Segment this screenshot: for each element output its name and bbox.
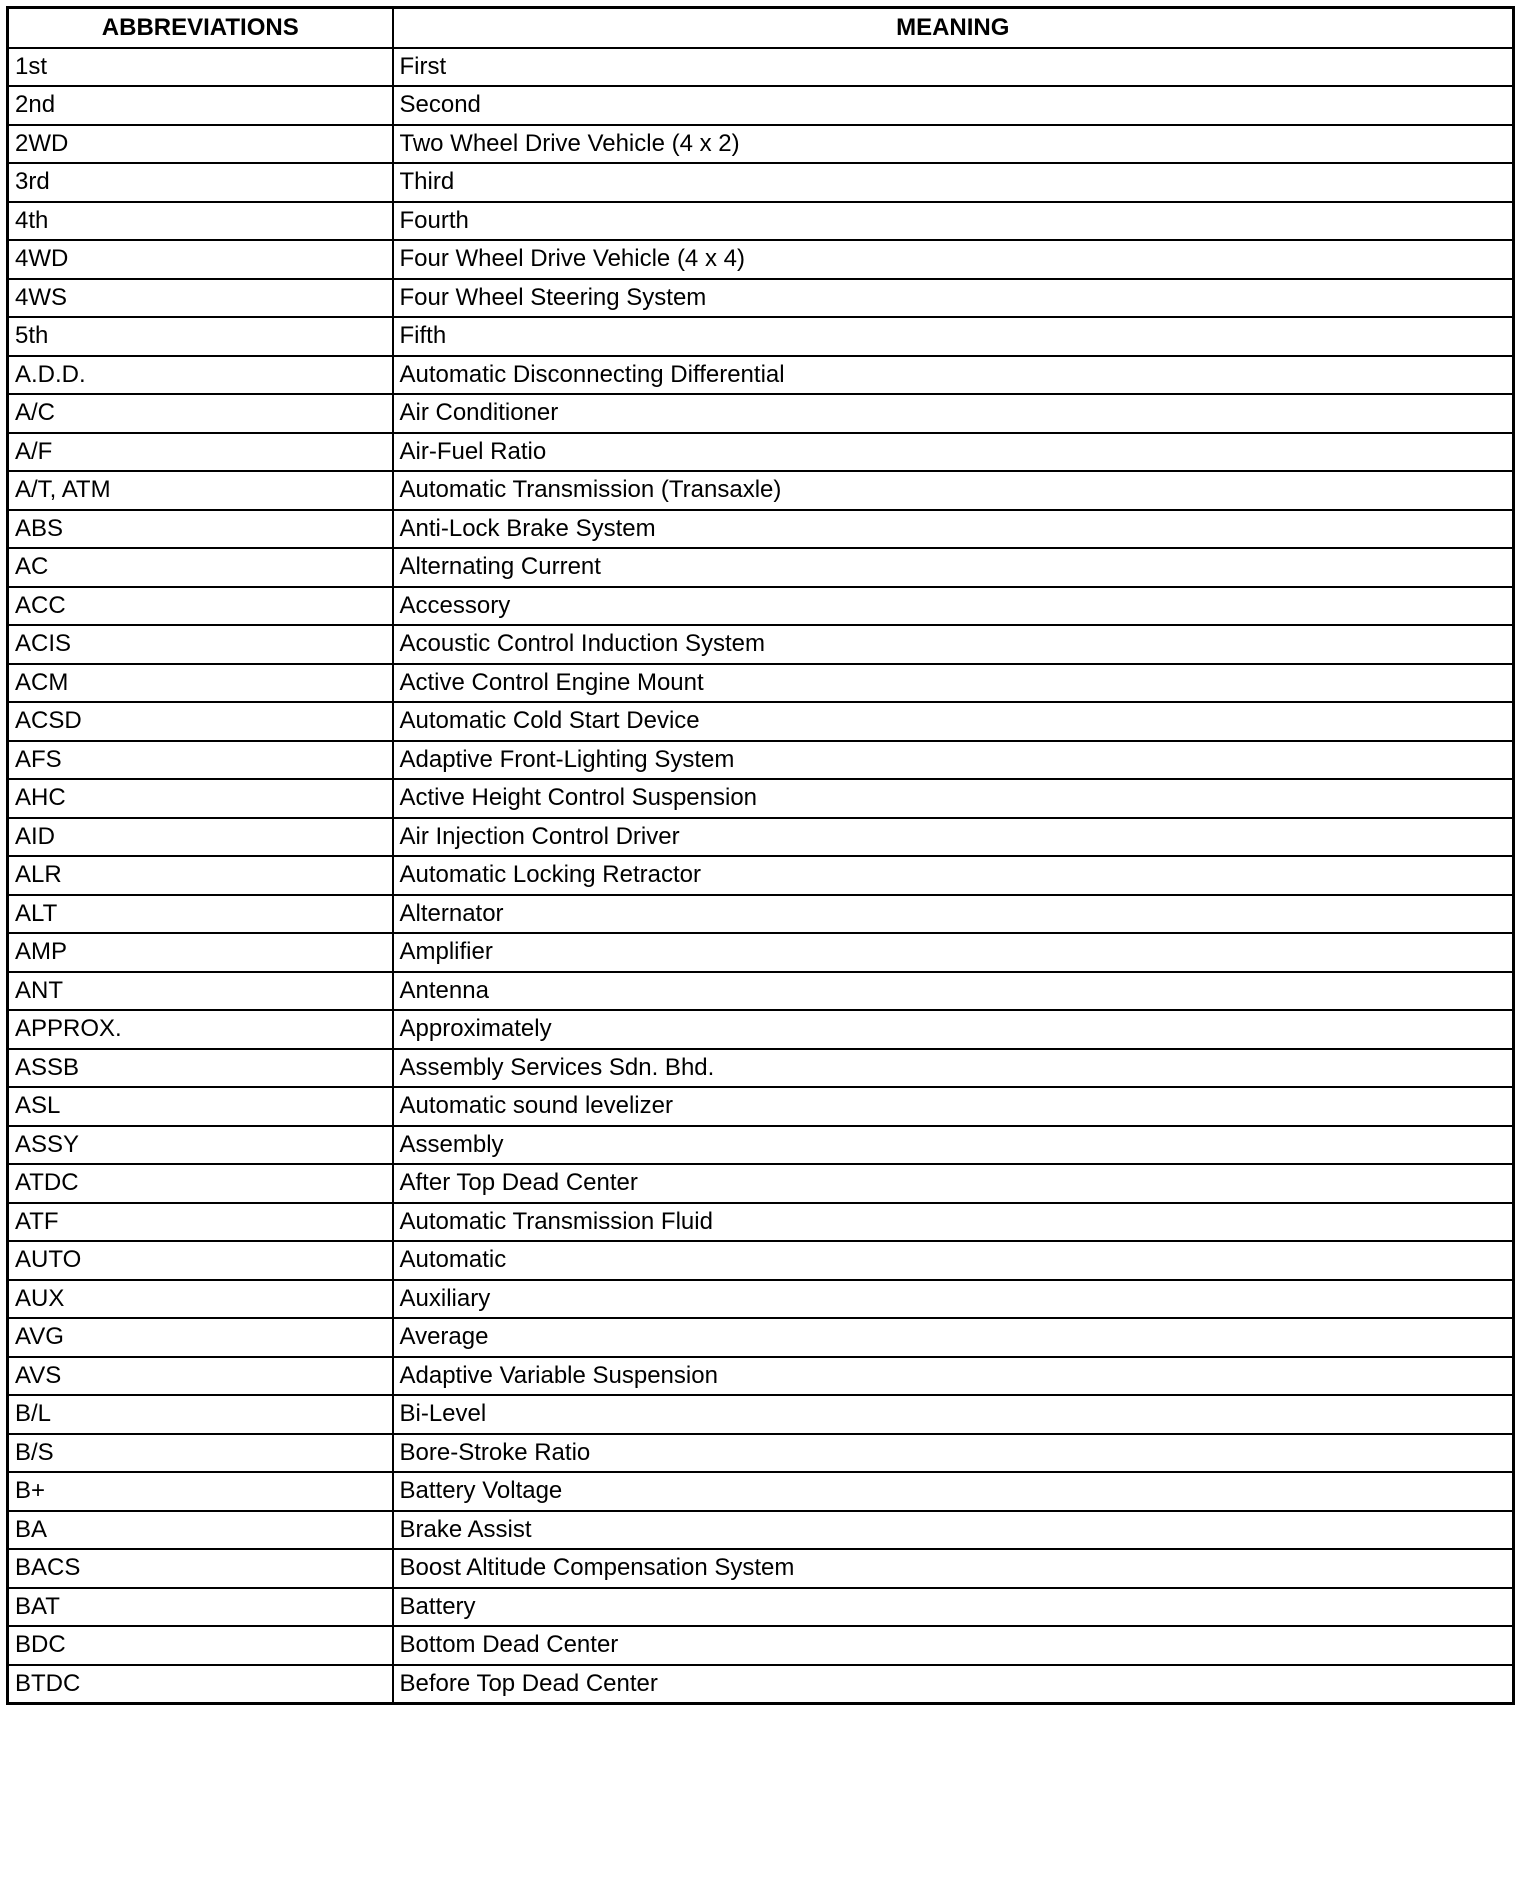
meaning-cell: Approximately xyxy=(393,1010,1514,1049)
table-row xyxy=(8,1549,1514,1588)
abbreviation-cell: A.D.D. xyxy=(8,356,393,395)
abbreviation-cell: A/C xyxy=(8,394,393,433)
table-row xyxy=(8,1087,1514,1126)
abbreviation-cell: ASL xyxy=(8,1087,393,1126)
meaning-cell: Fourth xyxy=(393,202,1514,241)
meaning-cell: Anti-Lock Brake System xyxy=(393,510,1514,549)
meaning-cell: Bi-Level xyxy=(393,1395,1514,1434)
abbreviation-cell: BDC xyxy=(8,1626,393,1665)
table-row xyxy=(8,48,1514,87)
table-row xyxy=(8,1280,1514,1319)
table-row xyxy=(8,1434,1514,1473)
table-row xyxy=(8,510,1514,549)
meaning-cell: First xyxy=(393,48,1514,87)
table-row xyxy=(8,933,1514,972)
abbreviation-cell: BTDC xyxy=(8,1665,393,1704)
abbreviation-cell: AFS xyxy=(8,741,393,780)
abbreviation-cell: AC xyxy=(8,548,393,587)
table-row xyxy=(8,702,1514,741)
abbreviation-cell: AUX xyxy=(8,1280,393,1319)
table-body xyxy=(8,48,1514,1704)
table-row xyxy=(8,240,1514,279)
meaning-cell: Active Control Engine Mount xyxy=(393,664,1514,703)
abbreviation-cell: A/T, ATM xyxy=(8,471,393,510)
abbreviation-cell: 4WS xyxy=(8,279,393,318)
meaning-cell: Four Wheel Steering System xyxy=(393,279,1514,318)
table-row xyxy=(8,779,1514,818)
table-row xyxy=(8,202,1514,241)
abbreviation-cell: AHC xyxy=(8,779,393,818)
abbreviation-cell: 3rd xyxy=(8,163,393,202)
abbreviation-cell: ATF xyxy=(8,1203,393,1242)
table-row xyxy=(8,279,1514,318)
abbreviations-table xyxy=(6,6,1515,1705)
table-row xyxy=(8,1126,1514,1165)
table-row xyxy=(8,1010,1514,1049)
meaning-cell: Automatic Cold Start Device xyxy=(393,702,1514,741)
abbreviation-cell: ACIS xyxy=(8,625,393,664)
table-row xyxy=(8,317,1514,356)
table-row xyxy=(8,856,1514,895)
table-row xyxy=(8,356,1514,395)
table-header-row xyxy=(8,8,1514,48)
meaning-cell: Automatic Locking Retractor xyxy=(393,856,1514,895)
meaning-cell: Antenna xyxy=(393,972,1514,1011)
abbreviation-cell: ALT xyxy=(8,895,393,934)
table-row xyxy=(8,818,1514,857)
table-row xyxy=(8,125,1514,164)
meaning-cell: Bottom Dead Center xyxy=(393,1626,1514,1665)
table-row xyxy=(8,163,1514,202)
abbreviation-cell: AID xyxy=(8,818,393,857)
table-row xyxy=(8,471,1514,510)
column-header-abbreviations: ABBREVIATIONS xyxy=(8,8,393,48)
table-row xyxy=(8,86,1514,125)
meaning-cell: Alternator xyxy=(393,895,1514,934)
abbreviation-cell: ALR xyxy=(8,856,393,895)
table-row xyxy=(8,1318,1514,1357)
table-row xyxy=(8,1241,1514,1280)
abbreviation-cell: APPROX. xyxy=(8,1010,393,1049)
abbreviation-cell: BA xyxy=(8,1511,393,1550)
abbreviation-cell: BACS xyxy=(8,1549,393,1588)
table-row xyxy=(8,1665,1514,1704)
abbreviation-cell: ASSB xyxy=(8,1049,393,1088)
meaning-cell: Boost Altitude Compensation System xyxy=(393,1549,1514,1588)
meaning-cell: Bore-Stroke Ratio xyxy=(393,1434,1514,1473)
table-row xyxy=(8,394,1514,433)
meaning-cell: Automatic Transmission (Transaxle) xyxy=(393,471,1514,510)
meaning-cell: Assembly Services Sdn. Bhd. xyxy=(393,1049,1514,1088)
abbreviation-cell: 4th xyxy=(8,202,393,241)
table-row xyxy=(8,741,1514,780)
abbreviation-cell: B+ xyxy=(8,1472,393,1511)
table-row xyxy=(8,972,1514,1011)
meaning-cell: Air-Fuel Ratio xyxy=(393,433,1514,472)
meaning-cell: Auxiliary xyxy=(393,1280,1514,1319)
meaning-cell: Automatic sound levelizer xyxy=(393,1087,1514,1126)
abbreviation-cell: ACC xyxy=(8,587,393,626)
meaning-cell: Four Wheel Drive Vehicle (4 x 4) xyxy=(393,240,1514,279)
table-row xyxy=(8,1588,1514,1627)
meaning-cell: Average xyxy=(393,1318,1514,1357)
abbreviation-cell: ATDC xyxy=(8,1164,393,1203)
abbreviation-cell: AMP xyxy=(8,933,393,972)
abbreviation-cell: 4WD xyxy=(8,240,393,279)
meaning-cell: Accessory xyxy=(393,587,1514,626)
table-row xyxy=(8,587,1514,626)
abbreviation-cell: 5th xyxy=(8,317,393,356)
table-row xyxy=(8,625,1514,664)
meaning-cell: Brake Assist xyxy=(393,1511,1514,1550)
abbreviation-cell: ANT xyxy=(8,972,393,1011)
abbreviation-cell: ACSD xyxy=(8,702,393,741)
meaning-cell: Battery Voltage xyxy=(393,1472,1514,1511)
abbreviation-cell: AUTO xyxy=(8,1241,393,1280)
meaning-cell: Second xyxy=(393,86,1514,125)
table-row xyxy=(8,1395,1514,1434)
abbreviation-cell: A/F xyxy=(8,433,393,472)
meaning-cell: Acoustic Control Induction System xyxy=(393,625,1514,664)
abbreviation-cell: ASSY xyxy=(8,1126,393,1165)
abbreviation-cell: 2nd xyxy=(8,86,393,125)
table-row xyxy=(8,1511,1514,1550)
meaning-cell: Assembly xyxy=(393,1126,1514,1165)
abbreviation-cell: B/S xyxy=(8,1434,393,1473)
meaning-cell: Adaptive Variable Suspension xyxy=(393,1357,1514,1396)
meaning-cell: Active Height Control Suspension xyxy=(393,779,1514,818)
meaning-cell: Third xyxy=(393,163,1514,202)
table-row xyxy=(8,433,1514,472)
table-row xyxy=(8,1472,1514,1511)
table-row xyxy=(8,664,1514,703)
abbreviation-cell: ABS xyxy=(8,510,393,549)
abbreviation-cell: AVS xyxy=(8,1357,393,1396)
table-row xyxy=(8,895,1514,934)
meaning-cell: Battery xyxy=(393,1588,1514,1627)
table-row xyxy=(8,1164,1514,1203)
meaning-cell: Amplifier xyxy=(393,933,1514,972)
abbreviation-cell: AVG xyxy=(8,1318,393,1357)
table-row xyxy=(8,1626,1514,1665)
abbreviation-cell: 1st xyxy=(8,48,393,87)
meaning-cell: Two Wheel Drive Vehicle (4 x 2) xyxy=(393,125,1514,164)
abbreviation-cell: 2WD xyxy=(8,125,393,164)
meaning-cell: Automatic Transmission Fluid xyxy=(393,1203,1514,1242)
column-header-meaning: MEANING xyxy=(393,8,1514,48)
meaning-cell: Automatic Disconnecting Differential xyxy=(393,356,1514,395)
meaning-cell: Adaptive Front-Lighting System xyxy=(393,741,1514,780)
meaning-cell: Before Top Dead Center xyxy=(393,1665,1514,1704)
meaning-cell: Air Conditioner xyxy=(393,394,1514,433)
meaning-cell: Air Injection Control Driver xyxy=(393,818,1514,857)
meaning-cell: Alternating Current xyxy=(393,548,1514,587)
table-row xyxy=(8,548,1514,587)
abbreviation-cell: BAT xyxy=(8,1588,393,1627)
table-row xyxy=(8,1203,1514,1242)
table-row xyxy=(8,1049,1514,1088)
abbreviation-cell: B/L xyxy=(8,1395,393,1434)
meaning-cell: Fifth xyxy=(393,317,1514,356)
meaning-cell: After Top Dead Center xyxy=(393,1164,1514,1203)
meaning-cell: Automatic xyxy=(393,1241,1514,1280)
table-row xyxy=(8,1357,1514,1396)
abbreviation-cell: ACM xyxy=(8,664,393,703)
